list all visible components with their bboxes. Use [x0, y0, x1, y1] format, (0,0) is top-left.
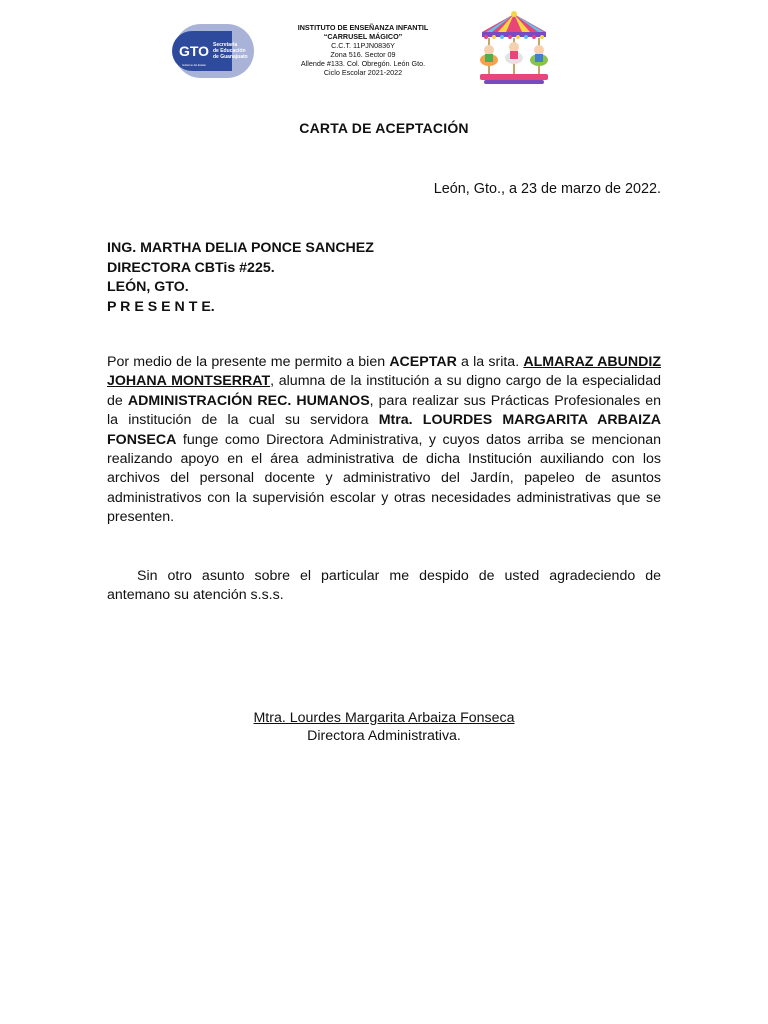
logo-text: GTO: [178, 43, 210, 59]
header-line-1: INSTITUTO DE ENSEÑANZA INFANTIL: [297, 23, 429, 32]
logo-secretaria-2: de Educación: [213, 48, 246, 54]
p1-text-e: , alumna de la institución a su digno cargo de la especialidad de: [107, 373, 661, 409]
institution-header: [283, 23, 443, 78]
logo-secretaria-1: Secretaría: [213, 42, 238, 48]
p1-text-c: a la srita.: [456, 354, 524, 370]
logo-secretaria-3: de Guanajuato: [213, 54, 248, 60]
header-line-5: Allende #133. Col. Obregón. León Gto.: [300, 59, 426, 69]
director-name-bold: Mtra. LOURDES MARGARITA ARBAIZA FONSECA: [107, 412, 661, 448]
body-paragraph-2: Sin otro asunto sobre el particular me despido de usted agradeciendo de antemano su atención s.s.s.: [107, 568, 661, 604]
body-paragraph-1: [107, 353, 661, 528]
addressee-position: DIRECTORA CBTis #225.: [107, 259, 275, 276]
signature-name: Mtra. Lourdes Margarita Arbaiza Fonseca: [253, 710, 515, 726]
specialty: ADMINISTRACIÓN REC. HUMANOS: [127, 392, 370, 409]
document-title: CARTA DE ACEPTACIÓN: [299, 120, 469, 136]
header-line-6: Ciclo Escolar 2021-2022: [323, 68, 403, 78]
student-name: ALMARAZ ABUNDIZ JOHANA MONTSERRAT: [107, 354, 661, 390]
p1-text-i: funge como Directora Administrativa, y cuyos datos arriba se mencionan realizando apoyo en el área administrativa de dicha Institución auxiliando con los archivos del personal docente y administrativo del Jardín, papeleo de asuntos administrativos con la supervisión escolar y otras necesidades administrativas que se presenten.: [107, 431, 661, 526]
carousel-icon: [474, 10, 554, 86]
document-date: León, Gto., a 23 de marzo de 2022.: [433, 181, 661, 197]
addressee-name: ING. MARTHA DELIA PONCE SANCHEZ: [107, 240, 374, 256]
signature-block: [0, 709, 768, 745]
p1-text-g: , para realizar sus Prácticas Profesionales en la institución de la cual su servidora: [107, 392, 661, 429]
p1-text-a: Por medio de la presente me permito a bien: [107, 354, 390, 370]
p1-accept: ACEPTAR: [389, 354, 457, 370]
header-line-4: Zona 516. Sector 09: [330, 50, 396, 60]
signature-role: Directora Administrativa.: [307, 728, 461, 744]
header-line-2: “CARRUSEL MÁGICO”: [323, 32, 403, 42]
logo-subtext: Gobierno del Estado: [182, 64, 206, 67]
addressee-block: [107, 239, 374, 317]
addressee-greeting: P R E S E N T E.: [107, 298, 215, 315]
gto-logo-icon: [172, 22, 256, 80]
header-line-3: C.C.T. 11PJN0836Y: [331, 41, 395, 51]
addressee-city: LEÓN, GTO.: [107, 279, 189, 295]
